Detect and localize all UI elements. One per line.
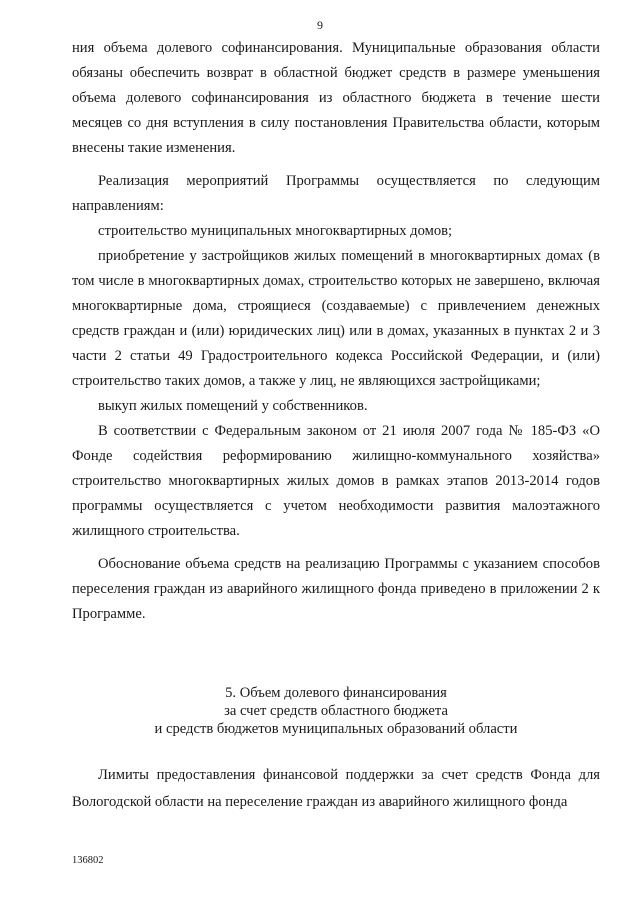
paragraph-justification: Обоснование объема средств на реализацию Программы с указанием способов переселения граждан из аварийного жилищного фонда приведено в приложении 2 к Программе. bbox=[72, 556, 600, 622]
list-item-buyout: выкуп жилых помещений у собственников. bbox=[98, 398, 368, 414]
list-item-construction: строительство муниципальных многоквартирных домов; bbox=[98, 223, 453, 239]
list-item-acquisition: приобретение у застройщиков жилых помещений в многоквартирных домах (в том числе в многоквартирных домах, строительство которых не завершено, включая многоквартирные дома, строящиеся (создаваемые) с привлечением денежных средств граждан и (или) юридических лиц) или в домах, указанных в пунктах 2 и 3 части 2 статьи 49 Градостроительного кодекса Российской Федерации, и (или) строительство таких домов, а также у лиц, не являющихся застройщиками; bbox=[72, 248, 600, 389]
paragraph-limits: Лимиты предоставления финансовой поддержки за счет средств Фонда для Вологодской области на переселение граждан из аварийного жилищного фонда bbox=[72, 767, 600, 810]
page-number: 9 bbox=[317, 18, 323, 32]
section-body bbox=[72, 762, 600, 816]
paragraph-continuation: ния объема долевого софинансирования. Муниципальные образования области обязаны обеспечить возврат в областной бюджет средств в размере уменьшения объема долевого софинансирования из областного бюджета в течение шести месяцев со дня вступления в силу постановления Правительства области, которым внесены такие изменения. bbox=[72, 40, 600, 156]
section-heading-line: 5. Объем долевого финансирования bbox=[225, 685, 447, 701]
document-code: 136802 bbox=[72, 855, 104, 866]
paragraph-directions-intro: Реализация мероприятий Программы осуществляется по следующим направлениям: bbox=[72, 173, 600, 214]
paragraph-federal-law: В соответствии с Федеральным законом от 21 июля 2007 года № 185-ФЗ «О Фонде содействия реформированию жилищно-коммунального хозяйства» строительство многоквартирных жилых домов в рамках этапов 2013-2014 годов программы осуществляется с учетом необходимости развития малоэтажного жилищного строительства. bbox=[72, 423, 600, 539]
section-heading bbox=[72, 684, 600, 738]
document-body bbox=[72, 36, 600, 627]
section-heading-line: и средств бюджетов муниципальных образований области bbox=[154, 721, 518, 737]
section-heading-line: за счет средств областного бюджета bbox=[224, 703, 448, 719]
